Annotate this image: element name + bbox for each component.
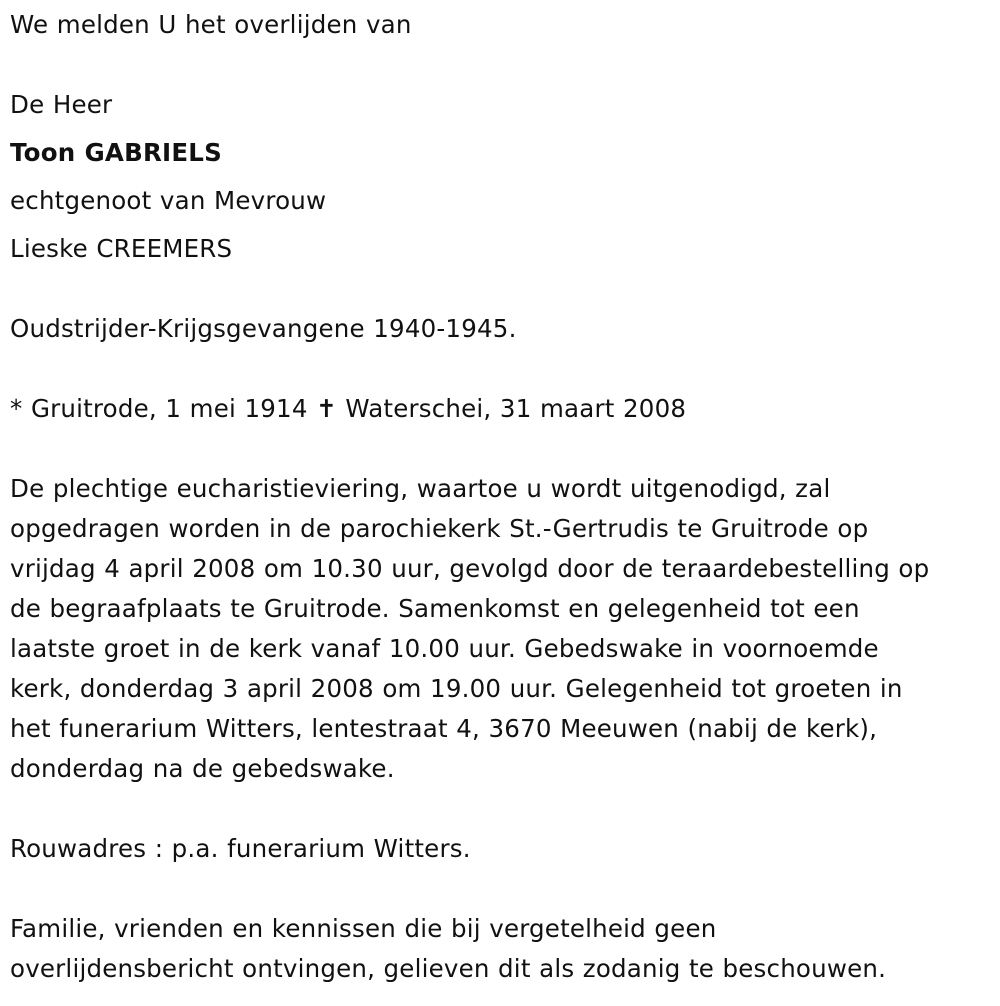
honorific: De Heer: [10, 90, 113, 119]
mourning-address: Rouwadres : p.a. funerarium Witters.: [10, 834, 471, 863]
ceremony-line: opgedragen worden in de parochiekerk St.-Gertrudis te Gruitrode op: [10, 514, 869, 543]
deceased-name: Toon GABRIELS: [10, 138, 222, 167]
ceremony-line: kerk, donderdag 3 april 2008 om 19.00 uur. Gelegenheid tot groeten in: [10, 674, 903, 703]
ceremony-line: het funerarium Witters, lentestraat 4, 3670 Meeuwen (nabij de kerk),: [10, 714, 878, 743]
ceremony-line: de begraafplaats te Gruitrode. Samenkomst en gelegenheid tot een: [10, 594, 860, 623]
closing-line: overlijdensbericht ontvingen, gelieven dit als zodanig te beschouwen.: [10, 954, 887, 983]
cross-icon: ✝: [316, 394, 337, 423]
birth-death-line: [10, 389, 686, 429]
birth-info: * Gruitrode, 1 mei 1914: [10, 394, 308, 423]
obituary-notice: [10, 0, 995, 1006]
closing-line: Familie, vrienden en kennissen die bij vergetelheid geen: [10, 914, 717, 943]
ceremony-line: laatste groet in de kerk vanaf 10.00 uur. Gebedswake in voornoemde: [10, 634, 879, 663]
spouse-intro: echtgenoot van Mevrouw: [10, 186, 327, 215]
ceremony-line: donderdag na de gebedswake.: [10, 754, 395, 783]
intro-line: We melden U het overlijden van: [10, 10, 412, 39]
ceremony-line: De plechtige eucharistieviering, waartoe u wordt uitgenodigd, zal: [10, 474, 831, 503]
death-info: Waterschei, 31 maart 2008: [345, 394, 687, 423]
veteran-status: Oudstrijder-Krijgsgevangene 1940-1945.: [10, 314, 517, 343]
spouse-name: Lieske CREEMERS: [10, 234, 233, 263]
ceremony-line: vrijdag 4 april 2008 om 10.30 uur, gevolgd door de teraardebestelling op: [10, 554, 930, 583]
